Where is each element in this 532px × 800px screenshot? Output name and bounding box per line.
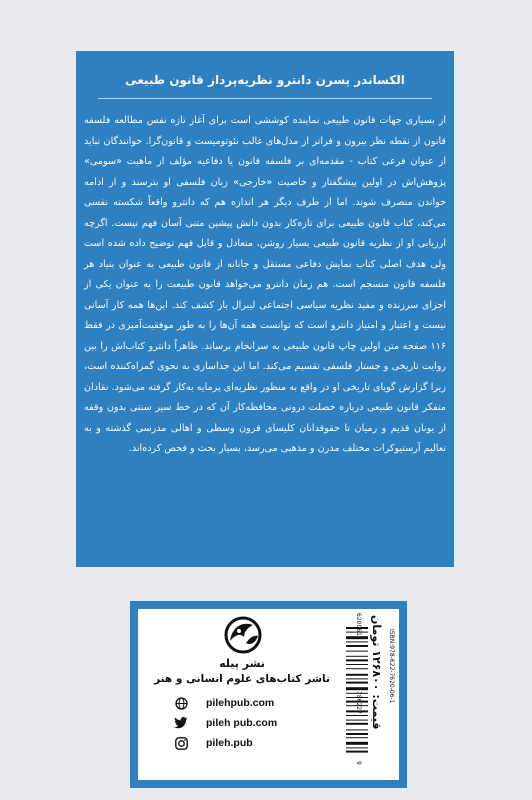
synopsis-panel	[76, 51, 454, 567]
publisher-card	[130, 601, 407, 788]
synopsis-paragraph: از بسیاری جهات قانون طبیعی نماینده کوششی است برای آغاز تازه نفس مطالعه فلسفه قانون از نقطه نظر بیرون و فراتر از مدل‌های غالب نئوتومیست و قانون‌گرا. خوانندگان نباید از عنوان فرعی کتاب - مقدمه‌ای بر فلسفه قانون یا دفاعیه مؤلف از ماهیت «سومی» پژوهش‌اش در اولین پیشگفتار و خاصیت «خارجی» زبان فلسفی او بترسند و از ادامه خواندن منصرف شوند. اما از طرف دیگر هر اندازه هم که دانترو واقعاً شکسته نفسی می‌کند، کتاب قانون طبیعی برای تازه‌کار بدون دانش پیشین متنی آسان فهم نیست. اگرچه ارزیابی او از نظریه قانون طبیعی بسیار روشن، متعادل و قابل فهم توضیح داده شده است ولی هدف اصلی کتاب نمایش دفاعی مستقل و جانانه از قانون طبیعی به عنوان بنیاد هر فلسفه قانون منسجم است. هم زمان دانترو می‌خواهد قانون طبیعت را به عنوان یکی از اجزای سرزنده و مفید نظریه سیاسی اجتماعی لیبرال باز کشف کند. این‌ها همه کار آسانی نیست و اعتبار و امتیاز دانترو است که توانست همه آن‌ها را به طور موفقیت‌آمیزی در فقط ۱۱۶ صفحه متن اولین چاپ قانون طبیعی به سرانجام برساند. ظاهراً دانترو کتاب‌اش را بین روایت تاریخی و جستار فلسفی تقسیم می‌کند. اما این جداسازی به نحوی گمراه‌کننده است، زیرا گزارش گویای تاریخی او در واقع به منظور نظریه‌ای پرمایه به‌کار گرفته می‌شود. نقادان متفکر قانون طبیعی درباره خصلت درونی محافظه‌کار آن که در خط سیر سنتی بدون وقفه از یونان قدیم و رمیان تا حقوقدانان کلیسای قرون وسطی و اهالی مدرسی گذشته و به تعالیم آرستیوکرات مختلف مدرن و مذهبی می‌رسد، بسیار بحث و فحص کرده‌اند.	[84, 115, 446, 454]
barcode-digits-mid: 786227	[355, 691, 362, 714]
title-divider	[98, 98, 432, 99]
social-twitter[interactable]	[174, 713, 334, 733]
price-label: قیمت: ۱۲۶۸۰۰ تومان	[370, 615, 383, 730]
publisher-tagline: ناشر کتاب‌های علوم انسانی و هنر	[154, 673, 330, 685]
synopsis-title: الکساندر پسرن دانترو نظریه‌پرداز قانون طبیعی	[125, 73, 405, 87]
barcode-digits-right: 620061	[355, 613, 362, 636]
publisher-card-inner	[138, 609, 399, 780]
social-instagram-text: pileh.pub	[206, 737, 253, 749]
social-twitter-text: pileh pub.com	[206, 717, 278, 729]
instagram-icon	[174, 736, 188, 750]
cocoon-logo-icon	[220, 615, 266, 655]
barcode-area	[342, 613, 396, 777]
twitter-icon	[174, 716, 188, 730]
isbn-label: ISBN:978-622-7620-06-1	[388, 629, 395, 704]
publisher-name: نشر پیله	[219, 657, 265, 670]
social-website-text: pilehpub.com	[206, 697, 275, 709]
social-website[interactable]	[174, 693, 334, 713]
barcode-digits-left: 9	[355, 761, 362, 765]
social-instagram[interactable]	[174, 733, 334, 753]
globe-icon	[174, 696, 188, 710]
synopsis-body	[84, 111, 446, 460]
